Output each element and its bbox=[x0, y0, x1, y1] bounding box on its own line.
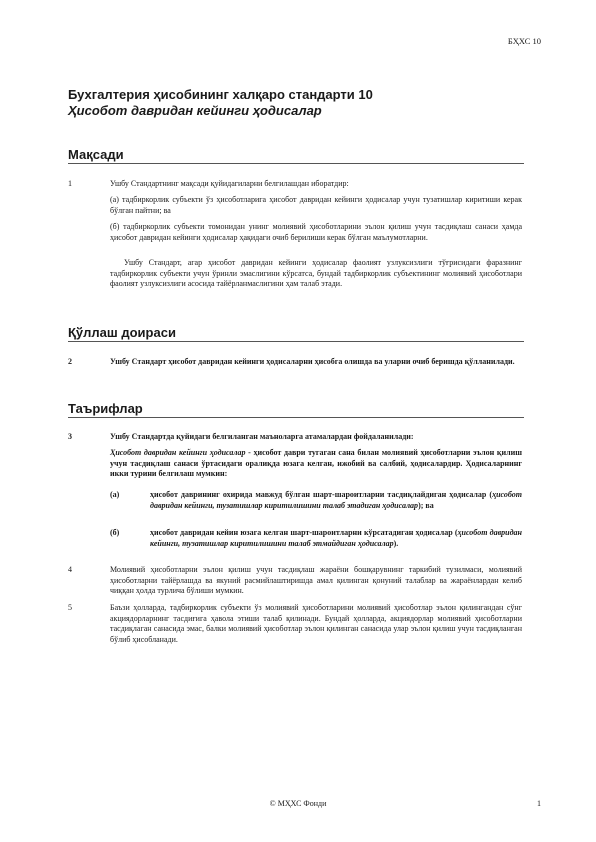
list-label-a: (а) bbox=[110, 490, 120, 499]
defined-term: Ҳисобот давридан кейинги ҳодисалар bbox=[110, 448, 246, 457]
footer-copyright: © МҲХС Фонди bbox=[269, 799, 327, 808]
list-label-b: (б) bbox=[110, 528, 120, 537]
paragraph-2: Ушбу Стандарт ҳисобот давридан кейинги ҳодисаларни ҳисобга олишда ва уларни очиб беришда қўлланилади. bbox=[110, 357, 515, 366]
definition-text: - ҳисобот даври тугаган сана билан молиявий ҳисоботларни эълон қилиш учун тасдиқлаш санаси ўртасидаги оралиқда юзага келган, ижобий ва салбий, ҳодисалардир. Ҳодисаларнинг икки турини белгилаш мумкин: bbox=[110, 448, 522, 479]
paragraph-number: 4 bbox=[68, 565, 72, 574]
paragraph-5: Баъзи ҳолларда, тадбиркорлик субъекти ўз молиявий ҳисоботларини молиявий ҳисоботлар эълон қилингандан сўнг акциядорларнинг тасдиғига ҳавола этиши талаб қилинади. Бундай ҳолларда, акциядорлар молиявий ҳисоботларни тасдиқлаган санасида эмас, балки молиявий ҳисоботлар эълон қилинган санасида улар эълон қилиш учун тасдиқланган бўлиб ҳисобланади. bbox=[110, 603, 522, 644]
document-title: Бухгалтерия ҳисобининг халқаро стандарти 10 bbox=[68, 87, 373, 102]
document-subtitle: Ҳисобот давридан кейинги ҳодисалар bbox=[68, 103, 322, 118]
section-heading-definitions: Таърифлар bbox=[68, 401, 524, 418]
section-heading-scope: Қўллаш доираси bbox=[68, 325, 524, 342]
section-heading-objective: Мақсади bbox=[68, 147, 524, 164]
paragraph-1-continuation: Ушбу Стандарт, агар ҳисобот давридан кейинги ҳодисалар фаолият узлуксизлиги тўғрисидаги фаразнинг тадбиркорлик субъекти учун ўринли эмаслигини кўрсатса, бундай тадбиркорлик субъектининг молиявий ҳисоботлари фаолият узлуксизлиги асосида тайёрланмаслигини ҳам талаб этади. bbox=[110, 258, 522, 289]
paragraph-number: 2 bbox=[68, 357, 72, 366]
document-code: БҲХС 10 bbox=[507, 36, 541, 46]
paragraph-1-item-b: (б) тадбиркорлик субъекти томонидан унинг молиявий ҳисоботларини эълон қилиш учун тасдиқлаш санаси ҳамда ҳисобот давридан кейинги ҳодисалар ҳақидаги очиб берилиши керак бўлган маълумотларни. bbox=[110, 222, 522, 242]
page-number: 1 bbox=[537, 799, 541, 808]
paragraph-number: 3 bbox=[68, 432, 72, 441]
paragraph-4: Молиявий ҳисоботларни эълон қилиш учун тасдиқлаш жараёни бошқарувнинг таркибий тузилмаси, молиявий ҳисоботларни тайёрлашда ва якуний расмийлаштиришда амал қилинган қонуний талаблар ва жараёнлардан келиб чиққан ҳолда турлича бўлиши мумкин. bbox=[110, 565, 522, 596]
item-a-term: ҳисобот давридан кейинги, тузатишлар киритилишини талаб этадиган ҳодисалар bbox=[150, 490, 522, 510]
paragraph-1-item-a: (а) тадбиркорлик субъекти ўз ҳисоботларига ҳисобот давридан кейинги ҳодисалар учун тузатишлар киритиши керак бўлган пайтни; ва bbox=[110, 195, 522, 215]
definition-item-b bbox=[150, 528, 522, 549]
paragraph-1-intro: Ушбу Стандартнинг мақсади қуйидагиларни белгилашдан иборатдир: bbox=[110, 179, 349, 188]
item-b-end: ). bbox=[393, 538, 399, 548]
item-b-term: ҳисобот давридан кейинги, тузатишлар киритилишини талаб этмайдиган ҳодисалар bbox=[150, 528, 523, 548]
paragraph-3-intro: Ушбу Стандартда қуйидаги белгиланган маъноларга атамалардан фойдаланилади: bbox=[110, 432, 414, 441]
definition-item-a bbox=[150, 490, 522, 511]
paragraph-number: 5 bbox=[68, 603, 72, 612]
item-b-text: ҳисобот давридан кейин юзага келган шарт-шароитларни кўрсатадиган ҳодисалар ( bbox=[150, 528, 458, 537]
item-a-end: ); ва bbox=[418, 500, 434, 510]
item-a-text: ҳисобот даврининг охирида мавжуд бўлган шарт-шароитларни тасдиқлайдиган ҳодисалар ( bbox=[150, 490, 493, 499]
paragraph-number: 1 bbox=[68, 179, 72, 188]
definition-events-after-reporting-period bbox=[110, 448, 522, 480]
